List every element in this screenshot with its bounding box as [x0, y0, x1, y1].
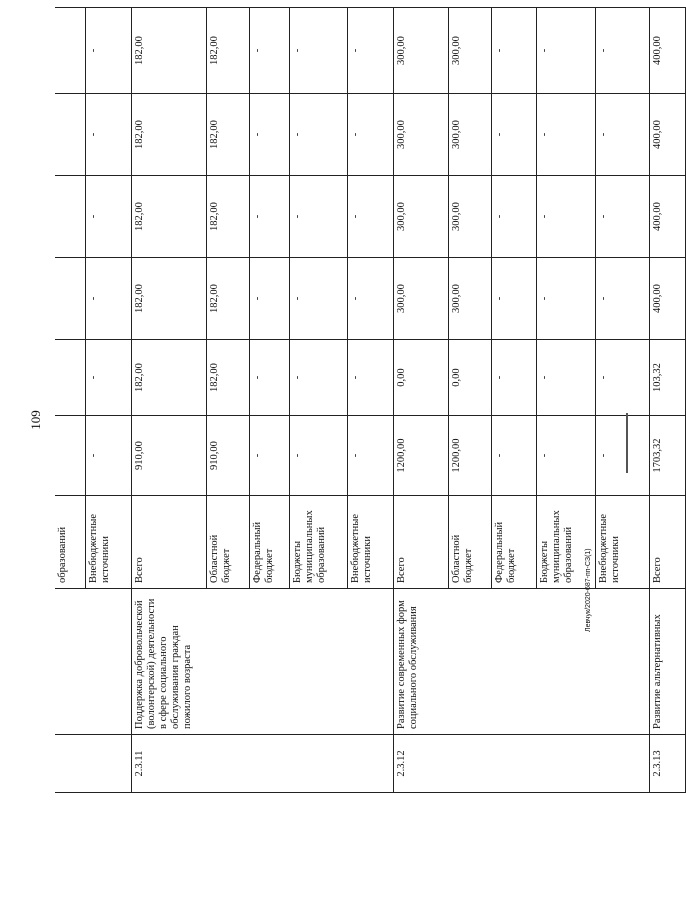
cell-value: - — [249, 258, 289, 340]
cell-funding-source: Федеральный бюджет — [249, 496, 289, 589]
table-row — [448, 8, 491, 793]
table-row — [206, 8, 249, 793]
cell-value: 400,00 — [649, 258, 685, 340]
cell-num: 2.3.13 — [649, 735, 685, 793]
cell-value: 0,00 — [393, 340, 448, 416]
cell-value: - — [491, 8, 536, 94]
cell-value: - — [536, 340, 595, 416]
cell-value: 910,00 — [131, 416, 206, 496]
cell-value: - — [85, 8, 131, 94]
cell-funding-source: Бюджеты муниципальных образований — [289, 496, 347, 589]
cell-value: 300,00 — [393, 258, 448, 340]
cell-value: 182,00 — [206, 258, 249, 340]
cell-value: 182,00 — [206, 176, 249, 258]
cell-num — [595, 735, 649, 793]
cell-funding-source: Федеральный бюджет — [491, 496, 536, 589]
cell-value: 300,00 — [448, 8, 491, 94]
cell-value: - — [249, 416, 289, 496]
cell-num: 2.3.11 — [131, 735, 206, 793]
cell-funding-source: Всего — [131, 496, 206, 589]
cell-item-name — [55, 589, 85, 735]
cell-value: - — [85, 416, 131, 496]
cell-value: 300,00 — [448, 176, 491, 258]
cell-value: 300,00 — [448, 258, 491, 340]
cell-value — [55, 176, 85, 258]
cell-value: 300,00 — [393, 94, 448, 176]
cell-value: 400,00 — [649, 94, 685, 176]
cell-value: - — [249, 340, 289, 416]
cell-value: - — [347, 176, 393, 258]
cell-value: - — [289, 176, 347, 258]
cell-item-name — [595, 589, 649, 735]
cell-value: - — [595, 258, 649, 340]
cell-value: - — [85, 176, 131, 258]
cell-funding-source: Областной бюджет — [206, 496, 249, 589]
page-number: 109 — [28, 410, 43, 430]
cell-num — [85, 735, 131, 793]
cell-value: 300,00 — [393, 176, 448, 258]
cell-item-name — [85, 589, 131, 735]
cell-item-name: Развитие современных форм социального обслуживания — [393, 589, 448, 735]
cell-num — [491, 735, 536, 793]
cell-value: - — [536, 94, 595, 176]
table-row — [491, 8, 536, 793]
cell-value: - — [85, 258, 131, 340]
footer-rule — [626, 413, 628, 473]
cell-value: - — [491, 258, 536, 340]
cell-num — [448, 735, 491, 793]
cell-num — [536, 735, 595, 793]
cell-num — [55, 735, 85, 793]
cell-value — [55, 94, 85, 176]
table-row — [85, 8, 131, 793]
cell-value: - — [85, 94, 131, 176]
cell-value: - — [491, 416, 536, 496]
cell-value: 1200,00 — [448, 416, 491, 496]
cell-value: 910,00 — [206, 416, 249, 496]
cell-value: - — [289, 94, 347, 176]
document-code: Левчук/2020-687-пп-СЗ(1) — [585, 548, 592, 632]
cell-value: - — [347, 340, 393, 416]
cell-funding-source: Всего — [649, 496, 685, 589]
cell-value: - — [347, 8, 393, 94]
cell-value: - — [289, 340, 347, 416]
cell-item-name — [249, 589, 289, 735]
cell-value: 0,00 — [448, 340, 491, 416]
cell-value: - — [289, 416, 347, 496]
cell-value: 300,00 — [448, 94, 491, 176]
cell-value: - — [536, 8, 595, 94]
cell-num — [206, 735, 249, 793]
cell-value — [55, 8, 85, 94]
cell-value: 182,00 — [131, 258, 206, 340]
cell-value: 182,00 — [131, 94, 206, 176]
cell-value — [55, 416, 85, 496]
cell-value: 1703,32 — [649, 416, 685, 496]
cell-value: - — [491, 176, 536, 258]
cell-funding-source: Всего — [393, 496, 448, 589]
cell-num — [289, 735, 347, 793]
cell-funding-source: Бюджеты муниципальных образований — [536, 496, 595, 589]
cell-value: - — [249, 176, 289, 258]
cell-num: 2.3.12 — [393, 735, 448, 793]
table-row — [131, 8, 206, 793]
cell-item-name — [206, 589, 249, 735]
cell-value: - — [536, 258, 595, 340]
cell-value: 182,00 — [131, 340, 206, 416]
cell-value — [55, 340, 85, 416]
cell-value: 182,00 — [131, 8, 206, 94]
cell-value: 400,00 — [649, 176, 685, 258]
cell-num — [347, 735, 393, 793]
table-row — [249, 8, 289, 793]
table-row — [393, 8, 448, 793]
cell-value: 182,00 — [206, 340, 249, 416]
budget-table — [55, 7, 686, 793]
cell-value: - — [491, 340, 536, 416]
table-row — [289, 8, 347, 793]
cell-value: - — [249, 8, 289, 94]
cell-value: - — [85, 340, 131, 416]
cell-value: - — [595, 94, 649, 176]
cell-value: - — [595, 8, 649, 94]
table-row — [536, 8, 595, 793]
cell-num — [249, 735, 289, 793]
cell-item-name: Развитие альтернативных — [649, 589, 685, 735]
cell-value: - — [347, 94, 393, 176]
cell-value: 182,00 — [206, 8, 249, 94]
cell-value: - — [289, 8, 347, 94]
cell-value: - — [595, 416, 649, 496]
cell-funding-source: Областной бюджет — [448, 496, 491, 589]
cell-value: - — [536, 176, 595, 258]
cell-funding-source: Внебюджетные источники — [85, 496, 131, 589]
cell-funding-source: Внебюджетные источники — [347, 496, 393, 589]
table-row — [55, 8, 85, 793]
cell-item-name — [289, 589, 347, 735]
cell-item-name — [491, 589, 536, 735]
cell-value: - — [289, 258, 347, 340]
cell-value: 182,00 — [206, 94, 249, 176]
cell-value: 300,00 — [393, 8, 448, 94]
cell-value: 400,00 — [649, 8, 685, 94]
cell-value: - — [249, 94, 289, 176]
cell-value: 103,32 — [649, 340, 685, 416]
cell-value: - — [595, 340, 649, 416]
cell-value: - — [347, 416, 393, 496]
cell-value: - — [347, 258, 393, 340]
cell-item-name: Поддержка добровольческой (волонтерской) деятельности в сфере социального обслуживания граждан пожилого возраста — [131, 589, 206, 735]
cell-item-name — [347, 589, 393, 735]
table-row — [595, 8, 649, 793]
cell-value: 182,00 — [131, 176, 206, 258]
table-row — [649, 8, 685, 793]
cell-funding-source: Внебюджетные источники — [595, 496, 649, 589]
table-row — [347, 8, 393, 793]
cell-value: 1200,00 — [393, 416, 448, 496]
cell-value: - — [491, 94, 536, 176]
cell-item-name — [448, 589, 491, 735]
cell-value — [55, 258, 85, 340]
cell-value: - — [536, 416, 595, 496]
cell-funding-source: образований — [55, 496, 85, 589]
cell-value: - — [595, 176, 649, 258]
